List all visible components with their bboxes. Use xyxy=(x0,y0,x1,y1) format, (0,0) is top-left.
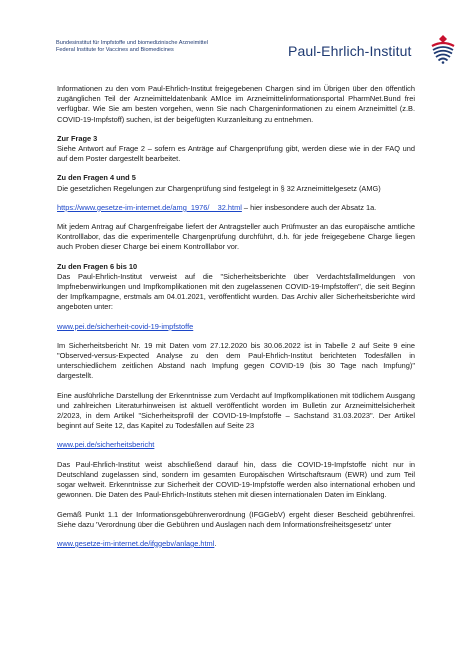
paragraph-bulletin: Eine ausführliche Darstellung der Erkenntnisse zum Verdacht auf Impfkomplikationen mit tödlichem Ausgang und zahlreichen Literaturhinweisen ist aktuell veröffentlicht worden im Bulletin zur Arzneimittelsicherheit 2/2023, in dem Artikel "Sicherheitsprofil der COVID-19-Impfstoffe – Sachstand 31.03.2023". Der Artikel beginnt auf Seite 12, das Kapitel zu Todesfällen auf Seite 23 xyxy=(57,390,415,431)
amg-link[interactable]: https://www.gesetze-im-internet.de/amg_1976/__32.html xyxy=(57,202,242,212)
safety-report-link[interactable]: www.pei.de/sicherheitsbericht xyxy=(57,440,155,450)
letter-body xyxy=(57,84,415,549)
paragraph-antrag: Mit jedem Antrag auf Chargenfreigabe liefert der Antragsteller auch Prüfmuster an das europäische amtliche Kontrolllabor, das die experimentelle Chargenprüfung durchführt, d.h. für jede freigegebene Charge liegen auch Proben dieser Charge bei einem Kontrolllabor vor. xyxy=(57,222,415,252)
pei-logo xyxy=(288,34,456,66)
letterhead xyxy=(0,0,474,70)
ifg-link-line xyxy=(57,539,415,549)
heading-fragen-4-5: Zu den Fragen 4 und 5 xyxy=(57,173,136,183)
amg-link-line xyxy=(57,203,415,213)
paragraph-fragen-4-5: Die gesetzlichen Regelungen zur Chargenprüfung sind festgelegt in § 32 Arzneimittelgesetz (AMG) xyxy=(57,183,381,193)
paragraph-fragen-6-10: Das Paul-Ehrlich-Institut verweist auf die "Sicherheitsberichte über Verdachtsfallmeldungen von Impfnebenwirkungen und Impfkomplikationen mit den zugelassenen COVID-19-Impfstoffen", die seit Beginn der Impfkampagne, erstmals am 04.01.2021, veröffentlicht wurden. Das Archiv aller Sicherheitsberichte wird angeboten unter: xyxy=(57,271,415,312)
pei-emblem-icon xyxy=(430,34,456,64)
paragraph-chargen-info: Informationen zu den vom Paul-Ehrlich-Institut freigegebenen Chargen sind im Übrigen über den öffentlich zugänglichen Teil der Arzneimitteldatenbank AMIce im Arzneimittelinformationsportal PharmNet.Bund frei verfügbar. Wie Sie am besten vorgehen, wenn Sie nach Chargeninformationen zu einem Arzneimittel (z.B. COVID-19-Impfstoff) suchen, ist der beigefügten Kurzanleitung zu entnehmen. xyxy=(57,84,415,124)
institute-name-block xyxy=(56,40,208,54)
paragraph-abschluss: Das Paul-Ehrlich-Institut weist abschließend darauf hin, dass die COVID-19-Impfstoffe nicht nur in Deutschland zugelassen sind, sondern im gesamten Europäischen Wirtschaftsraum (EWR) und zum Teil sogar weltweit. Erkenntnisse zur Sicherheit der COVID-19-Impfstoffe werden also international erhoben und gewonnen. Die Daten des Paul-Ehrlich-Instituts stehen mit diesen internationalen Daten im Einklang. xyxy=(57,459,415,500)
amg-link-suffix: – hier insbesondere auch der Absatz 1a. xyxy=(241,202,377,212)
institute-name-english: Federal Institute for Vaccines and Biomedicines xyxy=(56,47,174,54)
institute-name-german: Bundesinstitut für Impfstoffe und biomedizinische Arzneimittel xyxy=(56,40,208,46)
heading-fragen-6-10: Zu den Fragen 6 bis 10 xyxy=(57,261,138,271)
paragraph-gebuehr: Gemäß Punkt 1.1 der Informationsgebührenverordnung (IFGGebV) ergeht dieser Bescheid gebührenfrei. Siehe dazu 'Verordnung über die Gebühren und Auslagen nach dem Informationsfreiheitsgesetz' unter xyxy=(57,509,415,529)
heading-frage-3: Zur Frage 3 xyxy=(57,133,98,143)
ifg-link[interactable]: www.gesetze-im-internet.de/ifggebv/anlage.html xyxy=(57,538,215,548)
paragraph-bericht-19: Im Sicherheitsbericht Nr. 19 mit Daten vom 27.12.2020 bis 30.06.2022 ist in Tabelle 2 auf Seite 9 eine "Observed-versus-Expected Analyse zu den dem Paul-Ehrlich-Institut berichteten Todesfällen in unterschiedlichem zeitlichen Abstand nach Impfung gegen COVID-19 (bis 30 Tage nach Impfung)" dargestellt. xyxy=(57,340,415,381)
ifg-link-suffix: . xyxy=(214,538,217,548)
paragraph-frage-3: Siehe Antwort auf Frage 2 – sofern es Anträge auf Chargenprüfung gibt, werden diese wie in der FAQ und auf dem Poster dargestellt bearbeitet. xyxy=(57,144,415,164)
logo-wordmark: Paul-Ehrlich-Institut xyxy=(288,43,412,59)
covid-safety-link[interactable]: www.pei.de/sicherheit-covid-19-impfstoffe xyxy=(57,321,194,331)
